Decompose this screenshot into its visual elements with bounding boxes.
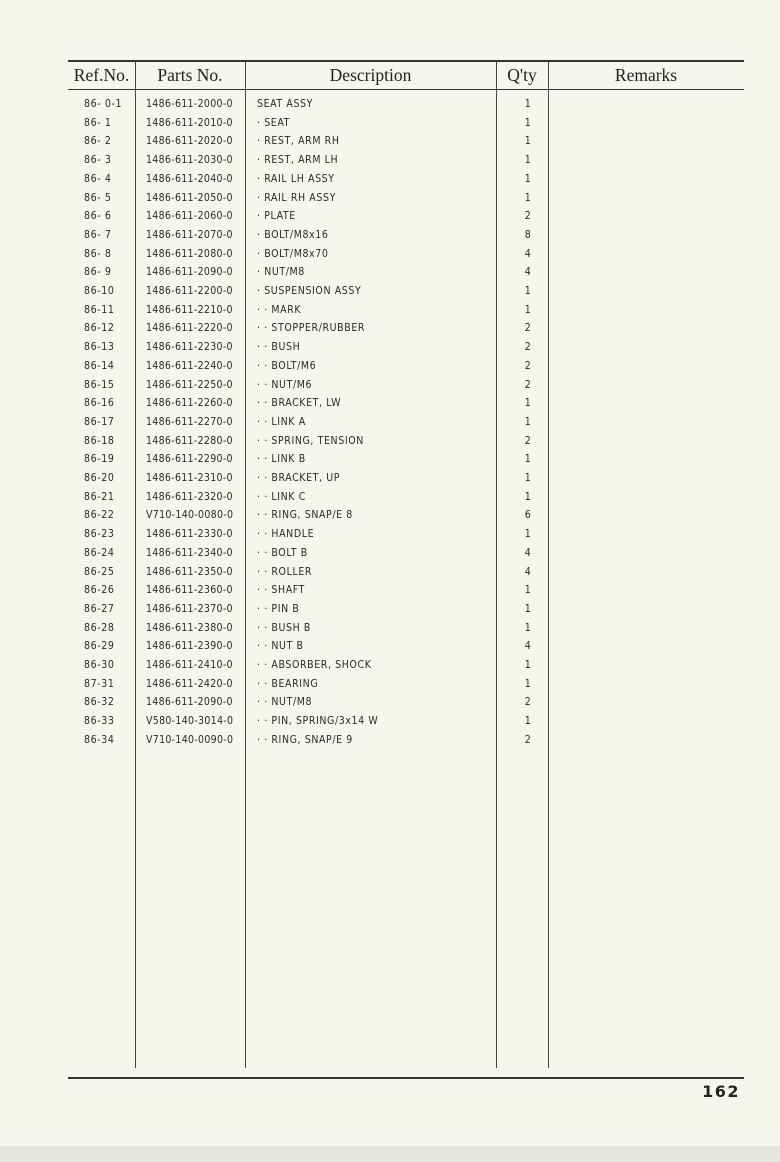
table-row (0, 170, 780, 189)
table-row (0, 506, 780, 525)
qty-cell: 2 (524, 341, 532, 354)
page-number: 162 (702, 1082, 740, 1101)
parts-no-cell: 1486-611-2420-0 (146, 677, 233, 690)
qty-cell: 1 (524, 490, 532, 503)
ref-no-cell: 86-25 (84, 565, 115, 578)
description-cell: · · NUT/M8 (257, 696, 313, 709)
table-row (0, 207, 780, 226)
description-cell: · BOLT/M8x16 (257, 228, 329, 241)
ref-no-cell: 86-20 (84, 472, 115, 484)
ref-no-cell: 86-32 (84, 696, 115, 709)
qty-cell: 1 (524, 621, 532, 634)
parts-no-cell: 1486-611-2060-0 (146, 210, 233, 223)
qty-cell: 4 (524, 640, 532, 653)
qty-cell: 1 (524, 472, 532, 484)
table-row (0, 675, 780, 694)
parts-no-cell: 1486-611-2030-0 (146, 154, 233, 167)
table-row (0, 189, 780, 208)
description-cell: SEAT ASSY (257, 98, 314, 110)
qty-cell: 4 (524, 247, 532, 260)
parts-no-cell: 1486-611-2050-0 (146, 191, 233, 204)
table-row (0, 637, 780, 656)
description-cell: · NUT/M8 (257, 266, 305, 279)
qty-cell: 1 (524, 528, 532, 541)
table-row (0, 712, 780, 731)
ref-no-cell: 87-31 (84, 677, 115, 690)
qty-cell: 2 (524, 359, 532, 372)
qty-cell: 1 (524, 715, 532, 728)
table-bottom-rule (68, 1077, 744, 1079)
parts-no-cell: 1486-611-2330-0 (146, 528, 233, 541)
ref-no-cell: 86- 2 (84, 135, 112, 148)
table-row (0, 488, 780, 507)
parts-no-cell: 1486-611-2080-0 (146, 247, 233, 260)
parts-no-cell: 1486-611-2210-0 (146, 303, 233, 316)
table-row (0, 151, 780, 170)
table-row (0, 357, 780, 376)
parts-no-cell: 1486-611-2270-0 (146, 415, 233, 428)
ref-no-cell: 86-26 (84, 584, 115, 597)
table-row (0, 656, 780, 675)
qty-cell: 1 (524, 397, 532, 410)
description-cell: · · BEARING (257, 677, 319, 690)
description-cell: · · STOPPER/RUBBER (257, 322, 366, 335)
parts-no-cell: 1486-611-2070-0 (146, 228, 233, 241)
description-cell: · · MARK (257, 303, 302, 316)
parts-no-cell: 1486-611-2380-0 (146, 621, 233, 634)
table-header-rule (68, 89, 744, 90)
table-row (0, 544, 780, 563)
parts-no-cell: 1486-611-2350-0 (146, 565, 233, 578)
table-row (0, 245, 780, 264)
qty-cell: 1 (524, 116, 532, 129)
qty-cell: 8 (524, 228, 532, 241)
description-cell: · SEAT (257, 116, 290, 129)
description-cell: · · HANDLE (257, 528, 315, 541)
parts-no-cell: 1486-611-2290-0 (146, 453, 233, 466)
qty-cell: 6 (524, 509, 532, 522)
description-cell: · · LINK C (257, 490, 306, 503)
table-row (0, 114, 780, 133)
description-cell: · · ABSORBER, SHOCK (257, 659, 372, 671)
description-cell: · · RING, SNAP/E 9 (257, 733, 353, 746)
table-row (0, 282, 780, 301)
qty-cell: 4 (524, 565, 532, 578)
description-cell: · BOLT/M8x70 (257, 247, 329, 260)
description-cell: · · PIN B (257, 602, 300, 615)
parts-no-cell: 1486-611-2340-0 (146, 546, 233, 559)
parts-no-cell: 1486-611-2200-0 (146, 285, 233, 297)
parts-no-cell: 1486-611-2260-0 (146, 397, 233, 410)
parts-no-cell: 1486-611-2240-0 (146, 359, 233, 372)
table-row (0, 301, 780, 320)
header-description: Description (329, 65, 412, 85)
parts-no-cell: 1486-611-2280-0 (146, 434, 233, 447)
ref-no-cell: 86-12 (84, 322, 115, 335)
description-cell: · · BUSH B (257, 621, 311, 634)
qty-cell: 2 (524, 378, 532, 391)
ref-no-cell: 86-21 (84, 490, 115, 503)
table-row (0, 600, 780, 619)
ref-no-cell: 86-27 (84, 602, 115, 615)
qty-cell: 1 (524, 677, 532, 690)
parts-no-cell: 1486-611-2230-0 (146, 341, 233, 354)
qty-cell: 2 (524, 434, 532, 447)
description-cell: · · BRACKET, UP (257, 472, 341, 484)
ref-no-cell: 86- 0-1 (84, 98, 123, 110)
header-ref-no: Ref.No. (73, 65, 130, 85)
ref-no-cell: 86-18 (84, 434, 115, 447)
ref-no-cell: 86-34 (84, 733, 115, 746)
ref-no-cell: 86-16 (84, 397, 115, 410)
qty-cell: 1 (524, 172, 532, 185)
description-cell: · · SHAFT (257, 584, 305, 597)
description-cell: · · LINK A (257, 415, 306, 428)
table-row (0, 619, 780, 638)
description-cell: · · PIN, SPRING/3x14 W (257, 715, 379, 728)
qty-cell: 2 (524, 733, 532, 746)
qty-cell: 2 (524, 210, 532, 223)
table-header (68, 61, 744, 89)
table-row (0, 95, 780, 114)
parts-no-cell: 1486-611-2090-0 (146, 266, 233, 279)
ref-no-cell: 86-28 (84, 621, 115, 634)
qty-cell: 2 (524, 696, 532, 709)
qty-cell: 1 (524, 602, 532, 615)
parts-no-cell: 1486-611-2020-0 (146, 135, 233, 148)
table-row (0, 693, 780, 712)
parts-no-cell: 1486-611-2010-0 (146, 116, 233, 129)
ref-no-cell: 86-13 (84, 341, 115, 354)
parts-no-cell: 1486-611-2390-0 (146, 640, 233, 653)
ref-no-cell: 86- 8 (84, 247, 112, 260)
ref-no-cell: 86- 9 (84, 266, 112, 279)
qty-cell: 1 (524, 303, 532, 316)
ref-no-cell: 86-17 (84, 415, 115, 428)
ref-no-cell: 86- 6 (84, 210, 112, 223)
ref-no-cell: 86-30 (84, 659, 115, 671)
description-cell: · · BUSH (257, 341, 301, 354)
ref-no-cell: 86- 5 (84, 191, 112, 204)
description-cell: · RAIL LH ASSY (257, 172, 335, 185)
qty-cell: 1 (524, 584, 532, 597)
parts-no-cell: 1486-611-2310-0 (146, 472, 233, 484)
parts-no-cell: 1486-611-2410-0 (146, 659, 233, 671)
ref-no-cell: 86-22 (84, 509, 115, 522)
ref-no-cell: 86- 3 (84, 154, 112, 167)
qty-cell: 1 (524, 453, 532, 466)
parts-no-cell: 1486-611-2250-0 (146, 378, 233, 391)
parts-no-cell: V580-140-3014-0 (146, 715, 234, 728)
ref-no-cell: 86-19 (84, 453, 115, 466)
ref-no-cell: 86-11 (84, 303, 115, 316)
description-cell: · · BOLT/M6 (257, 359, 317, 372)
table-row (0, 263, 780, 282)
parts-no-cell: V710-140-0090-0 (146, 733, 234, 746)
description-cell: · · RING, SNAP/E 8 (257, 509, 353, 522)
table-row (0, 413, 780, 432)
description-cell: · · SPRING, TENSION (257, 434, 364, 447)
ref-no-cell: 86- 1 (84, 116, 112, 129)
ref-no-cell: 86-10 (84, 285, 115, 297)
table-row (0, 731, 780, 750)
header-qty: Q'ty (507, 65, 537, 85)
qty-cell: 1 (524, 135, 532, 148)
table-row (0, 338, 780, 357)
table-row (0, 376, 780, 395)
qty-cell: 1 (524, 659, 532, 671)
ref-no-cell: 86-23 (84, 528, 115, 541)
parts-no-cell: 1486-611-2040-0 (146, 172, 233, 185)
table-row (0, 563, 780, 582)
scan-edge-strip (0, 1146, 780, 1162)
description-cell: · · NUT B (257, 640, 304, 653)
parts-no-cell: 1486-611-2320-0 (146, 490, 233, 503)
qty-cell: 1 (524, 285, 532, 297)
qty-cell: 1 (524, 415, 532, 428)
table-row (0, 525, 780, 544)
description-cell: · · BOLT B (257, 546, 308, 559)
description-cell: · REST, ARM LH (257, 154, 339, 167)
description-cell: · RAIL RH ASSY (257, 191, 336, 204)
parts-no-cell: V710-140-0080-0 (146, 509, 234, 522)
table-row (0, 319, 780, 338)
header-parts-no: Parts No. (157, 65, 223, 85)
parts-no-cell: 1486-611-2090-0 (146, 696, 233, 709)
description-cell: · PLATE (257, 210, 296, 223)
description-cell: · · ROLLER (257, 565, 313, 578)
table-row (0, 469, 780, 488)
description-cell: · REST, ARM RH (257, 135, 340, 148)
description-cell: · · NUT/M6 (257, 378, 313, 391)
qty-cell: 1 (524, 98, 532, 110)
ref-no-cell: 86-14 (84, 359, 115, 372)
qty-cell: 2 (524, 322, 532, 335)
parts-no-cell: 1486-611-2000-0 (146, 98, 233, 110)
qty-cell: 1 (524, 191, 532, 204)
table-row (0, 226, 780, 245)
table-row (0, 432, 780, 451)
description-cell: · · BRACKET, LW (257, 397, 342, 410)
parts-no-cell: 1486-611-2370-0 (146, 602, 233, 615)
ref-no-cell: 86-24 (84, 546, 115, 559)
ref-no-cell: 86- 7 (84, 228, 112, 241)
table-row (0, 450, 780, 469)
table-row (0, 132, 780, 151)
qty-cell: 4 (524, 266, 532, 279)
ref-no-cell: 86-29 (84, 640, 115, 653)
ref-no-cell: 86-33 (84, 715, 115, 728)
table-row (0, 394, 780, 413)
parts-no-cell: 1486-611-2360-0 (146, 584, 233, 597)
header-remarks: Remarks (614, 65, 678, 85)
qty-cell: 1 (524, 154, 532, 167)
parts-no-cell: 1486-611-2220-0 (146, 322, 233, 335)
description-cell: · · LINK B (257, 453, 306, 466)
ref-no-cell: 86- 4 (84, 172, 112, 185)
qty-cell: 4 (524, 546, 532, 559)
table-row (0, 581, 780, 600)
description-cell: · SUSPENSION ASSY (257, 285, 362, 297)
ref-no-cell: 86-15 (84, 378, 115, 391)
